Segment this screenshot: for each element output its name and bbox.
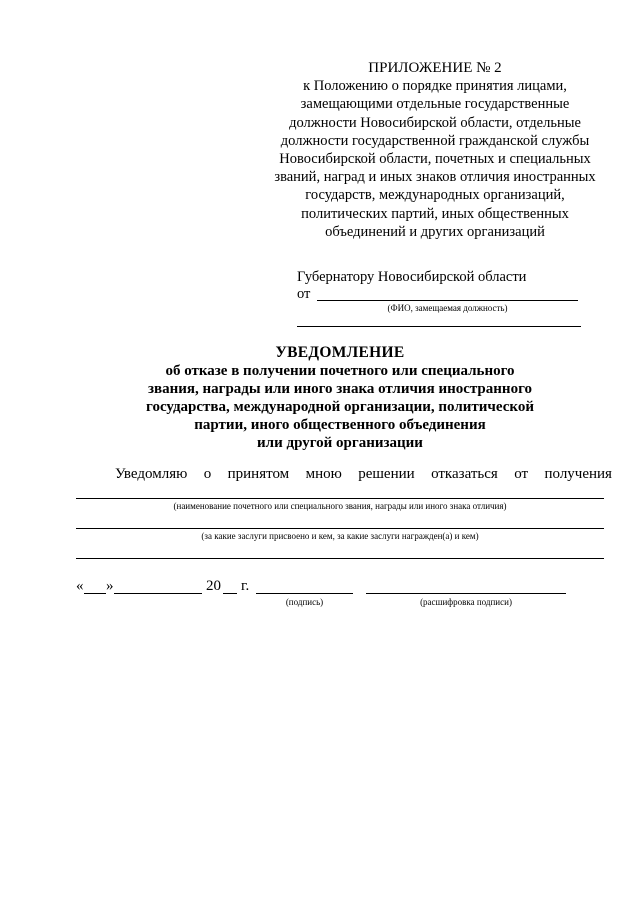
notify-word: отказаться (431, 466, 498, 482)
notice-subtitle-line: государства, международной организации, политической (146, 399, 534, 415)
appendix-line: политических партий, иных общественных (301, 205, 569, 222)
year-prefix: 20 (206, 578, 221, 594)
appendix-line: должности государственной гражданской службы (280, 132, 590, 149)
appendix-line: замещающими отдельные государственные (300, 96, 570, 113)
fio-caption: (ФИО, замещаемая должность) (387, 303, 508, 313)
appendix-line: государств, международных организаций, (305, 187, 565, 204)
notify-word: получения (544, 466, 612, 482)
extra-fill-line[interactable] (76, 558, 604, 559)
merit-caption: (за какие заслуги присвоено и кем, за какие заслуги награжден(а) и кем) (201, 531, 479, 541)
notice-subtitle-line: партии, иного общественного объединения (194, 417, 486, 433)
appendix-line: должности Новосибирской области, отдельные (289, 114, 581, 131)
appendix-header (260, 59, 610, 241)
signature-fill-line[interactable] (256, 593, 353, 594)
decoding-fill-line[interactable] (366, 593, 566, 594)
appendix-line: к Положению о порядке принятия лицами, (303, 78, 567, 95)
award-name-caption: (наименование почетного или специального звания, награды или иного знака отличия) (173, 501, 507, 511)
from-label: от (297, 286, 311, 302)
notice-subtitle-line: звания, награды или иного знака отличия иностранного (147, 381, 533, 397)
notify-word: решении (358, 466, 415, 482)
notify-word: мною (305, 466, 342, 482)
notice-title: УВЕДОМЛЕНИЕ (275, 344, 405, 361)
award-name-fill-line[interactable] (76, 498, 604, 499)
decoding-caption: (расшифровка подписи) (420, 597, 512, 607)
appendix-line: званий, наград и иных знаков отличия иностранных (274, 169, 596, 186)
notify-word: принятом (227, 466, 290, 482)
appendix-line: объединений и других организаций (325, 223, 545, 240)
notice-subtitle-line: об отказе в получении почетного или специального (165, 363, 515, 379)
fio-fill-line[interactable] (317, 300, 578, 301)
day-fill-line[interactable] (84, 593, 106, 594)
signature-caption: (подпись) (285, 597, 324, 607)
notice-subtitle-line: или другой организации (257, 435, 423, 451)
notify-word: от (514, 466, 529, 482)
notify-word: о (203, 466, 212, 482)
date-close-quote: » (106, 578, 114, 594)
appendix-line: Новосибирской области, почетных и специальных (279, 151, 591, 168)
year-fill-line[interactable] (223, 593, 237, 594)
notify-word: Уведомляю (115, 466, 188, 482)
date-open-quote: « (76, 578, 84, 594)
position-fill-line[interactable] (297, 326, 581, 327)
notice-title-block (110, 344, 570, 452)
merit-fill-line[interactable] (76, 528, 604, 529)
month-fill-line[interactable] (114, 593, 202, 594)
addressee-governor: Губернатору Новосибирской области (297, 269, 527, 285)
notify-sentence (76, 466, 612, 483)
appendix-title: ПРИЛОЖЕНИЕ № 2 (368, 60, 502, 76)
year-suffix: г. (241, 578, 250, 594)
